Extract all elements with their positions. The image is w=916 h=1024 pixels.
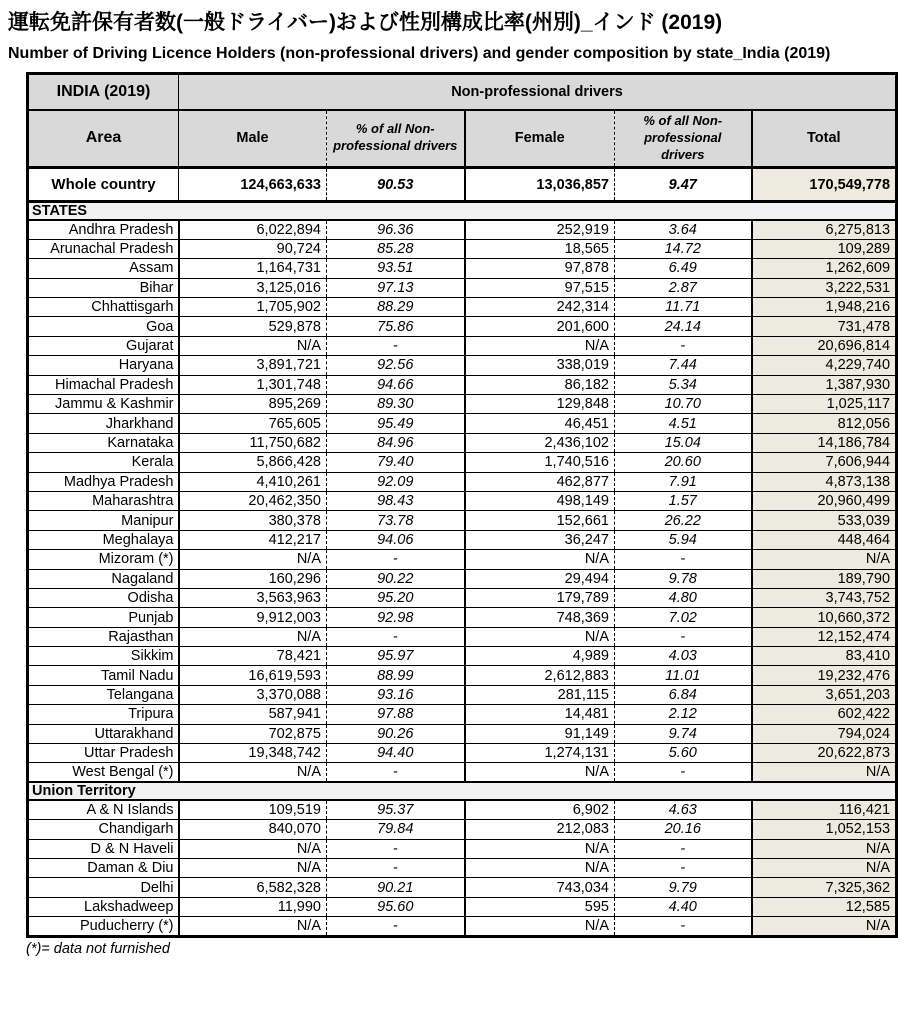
female-cell: 4,989 [465,647,615,666]
male-pct-cell: 95.49 [327,414,465,433]
male-cell: 11,990 [179,897,327,916]
table-row [28,298,897,317]
column-header-row [28,110,897,168]
total-cell: 533,039 [752,511,897,530]
table-body [28,202,897,937]
female-pct-cell: - [615,917,752,936]
female-cell: 595 [465,897,615,916]
area-cell: Lakshadweep [28,897,179,916]
female-pct-cell: 10.70 [615,395,752,414]
female-pct-cell: 7.91 [615,472,752,491]
female-pct-cell: 4.63 [615,800,752,819]
female-pct-cell: 4.40 [615,897,752,916]
male-cell: 412,217 [179,530,327,549]
table-row [28,744,897,763]
female-pct-cell: 2.12 [615,705,752,724]
table-row [28,511,897,530]
male-pct-cell: 73.78 [327,511,465,530]
male-cell: 3,125,016 [179,278,327,297]
male-pct-cell: 92.09 [327,472,465,491]
male-pct-cell: 90.22 [327,569,465,588]
male-cell: N/A [179,763,327,782]
section-header-row [28,782,897,800]
table-row [28,220,897,239]
female-cell: 201,600 [465,317,615,336]
female-pct-cell: 14.72 [615,239,752,258]
female-cell: 743,034 [465,878,615,897]
male-cell: N/A [179,859,327,878]
total-cell: 10,660,372 [752,608,897,627]
table-row [28,588,897,607]
area-cell: Mizoram (*) [28,550,179,569]
total-cell: 83,410 [752,647,897,666]
total-cell: 6,275,813 [752,220,897,239]
female-pct-cell: 7.02 [615,608,752,627]
male-cell: 6,022,894 [179,220,327,239]
table-row [28,472,897,491]
male-pct-cell: - [327,763,465,782]
female-cell: 46,451 [465,414,615,433]
table-row [28,839,897,858]
male-cell: 11,750,682 [179,433,327,452]
male-cell: 1,301,748 [179,375,327,394]
female-cell: 252,919 [465,220,615,239]
male-cell: 895,269 [179,395,327,414]
whole-country-total: 170,549,778 [752,168,897,202]
male-pct-cell: 85.28 [327,239,465,258]
area-cell: Meghalaya [28,530,179,549]
table-row [28,917,897,936]
table-row [28,878,897,897]
area-cell: Jammu & Kashmir [28,395,179,414]
female-pct-cell: - [615,763,752,782]
total-cell: 794,024 [752,724,897,743]
female-pct-cell: 11.71 [615,298,752,317]
total-cell: 1,262,609 [752,259,897,278]
area-cell: Tamil Nadu [28,666,179,685]
total-cell: 3,651,203 [752,685,897,704]
female-cell: 338,019 [465,356,615,375]
total-cell: 4,229,740 [752,356,897,375]
total-cell: 12,585 [752,897,897,916]
male-pct-cell: - [327,550,465,569]
table-row [28,820,897,839]
male-pct-cell: 89.30 [327,395,465,414]
area-cell: Sikkim [28,647,179,666]
col-header-total: Total [752,110,897,168]
female-cell: 281,115 [465,685,615,704]
female-pct-cell: 4.51 [615,414,752,433]
table-row [28,395,897,414]
male-cell: 840,070 [179,820,327,839]
male-pct-cell: 94.06 [327,530,465,549]
area-cell: Nagaland [28,569,179,588]
section-header-row [28,202,897,221]
male-pct-cell: 95.97 [327,647,465,666]
total-cell: 20,696,814 [752,336,897,355]
area-cell: Telangana [28,685,179,704]
area-cell: Tripura [28,705,179,724]
col-header-male: Male [179,110,327,168]
female-cell: 86,182 [465,375,615,394]
female-cell: 1,740,516 [465,453,615,472]
female-pct-cell: 5.60 [615,744,752,763]
female-pct-cell: - [615,336,752,355]
total-cell: 1,948,216 [752,298,897,317]
area-cell: Jharkhand [28,414,179,433]
area-cell: Uttar Pradesh [28,744,179,763]
female-pct-cell: - [615,859,752,878]
female-cell: 152,661 [465,511,615,530]
female-pct-cell: 9.78 [615,569,752,588]
male-cell: N/A [179,336,327,355]
male-cell: 3,891,721 [179,356,327,375]
table-row [28,666,897,685]
female-pct-cell: 20.16 [615,820,752,839]
total-cell: 109,289 [752,239,897,258]
female-pct-cell: 6.49 [615,259,752,278]
male-pct-cell: 97.13 [327,278,465,297]
female-pct-cell: 24.14 [615,317,752,336]
male-pct-cell: 97.88 [327,705,465,724]
female-pct-cell: 1.57 [615,491,752,510]
table-row [28,433,897,452]
female-pct-cell: 9.74 [615,724,752,743]
male-pct-cell: 93.51 [327,259,465,278]
male-pct-cell: 90.26 [327,724,465,743]
section-label: Union Territory [28,782,897,800]
area-cell: D & N Haveli [28,839,179,858]
total-cell: N/A [752,917,897,936]
female-cell: N/A [465,763,615,782]
female-pct-cell: 3.64 [615,220,752,239]
table-row [28,647,897,666]
male-cell: 3,370,088 [179,685,327,704]
table-top-header-row [28,74,897,110]
male-pct-cell: 95.20 [327,588,465,607]
female-cell: 212,083 [465,820,615,839]
total-cell: 1,025,117 [752,395,897,414]
area-cell: Haryana [28,356,179,375]
col-header-female: Female [465,110,615,168]
area-cell: Puducherry (*) [28,917,179,936]
table-row [28,259,897,278]
area-cell: Punjab [28,608,179,627]
male-cell: 6,582,328 [179,878,327,897]
table-row [28,897,897,916]
male-pct-cell: - [327,336,465,355]
table-row [28,763,897,782]
female-cell: N/A [465,550,615,569]
male-cell: 3,563,963 [179,588,327,607]
page-title-japanese: 運転免許保有者数(一般ドライバー)および性別構成比率(州別)_インド (2019) [8,11,723,34]
female-cell: 91,149 [465,724,615,743]
male-cell: 4,410,261 [179,472,327,491]
female-cell: 1,274,131 [465,744,615,763]
total-cell: 7,325,362 [752,878,897,897]
male-cell: 20,462,350 [179,491,327,510]
table-row [28,239,897,258]
total-cell: 7,606,944 [752,453,897,472]
male-pct-cell: - [327,917,465,936]
col-header-male-pct: % of all Non-professional drivers [327,110,465,168]
female-pct-cell: 15.04 [615,433,752,452]
female-pct-cell: 6.84 [615,685,752,704]
male-cell: 702,875 [179,724,327,743]
table-row [28,627,897,646]
area-cell: Himachal Pradesh [28,375,179,394]
female-pct-cell: 11.01 [615,666,752,685]
total-cell: 3,222,531 [752,278,897,297]
male-cell: N/A [179,917,327,936]
table-row [28,453,897,472]
male-pct-cell: 88.29 [327,298,465,317]
male-pct-cell: 75.86 [327,317,465,336]
col-header-female-pct: % of all Non-professional drivers [615,110,752,168]
area-cell: Chandigarh [28,820,179,839]
page-title-english: Number of Driving Licence Holders (non-professional drivers) and gender composition by state_India (2019) [8,45,831,62]
total-cell: 19,232,476 [752,666,897,685]
female-pct-cell: 5.34 [615,375,752,394]
female-pct-cell: - [615,550,752,569]
table-row [28,356,897,375]
table-row [28,705,897,724]
area-cell: Gujarat [28,336,179,355]
table-row [28,800,897,819]
male-cell: 90,724 [179,239,327,258]
female-cell: 129,848 [465,395,615,414]
male-cell: 1,164,731 [179,259,327,278]
area-cell: Bihar [28,278,179,297]
male-cell: 109,519 [179,800,327,819]
licence-holders-table [26,72,898,938]
female-pct-cell: 9.79 [615,878,752,897]
total-cell: 602,422 [752,705,897,724]
male-cell: 19,348,742 [179,744,327,763]
male-cell: 765,605 [179,414,327,433]
male-pct-cell: - [327,627,465,646]
area-cell: Kerala [28,453,179,472]
female-cell: N/A [465,839,615,858]
male-cell: 16,619,593 [179,666,327,685]
male-cell: 160,296 [179,569,327,588]
female-cell: 18,565 [465,239,615,258]
male-pct-cell: 98.43 [327,491,465,510]
female-cell: 2,436,102 [465,433,615,452]
area-cell: A & N Islands [28,800,179,819]
total-cell: 20,622,873 [752,744,897,763]
male-pct-cell: 96.36 [327,220,465,239]
male-cell: 5,866,428 [179,453,327,472]
female-cell: 748,369 [465,608,615,627]
female-pct-cell: 5.94 [615,530,752,549]
total-cell: 731,478 [752,317,897,336]
female-cell: 36,247 [465,530,615,549]
col-header-area: Area [28,110,179,168]
table-row [28,336,897,355]
total-cell: 116,421 [752,800,897,819]
female-cell: N/A [465,917,615,936]
male-pct-cell: 84.96 [327,433,465,452]
female-cell: 179,789 [465,588,615,607]
male-cell: 78,421 [179,647,327,666]
area-cell: Assam [28,259,179,278]
whole-country-female-pct: 9.47 [615,168,752,202]
female-cell: 29,494 [465,569,615,588]
female-pct-cell: 20.60 [615,453,752,472]
male-cell: 380,378 [179,511,327,530]
female-cell: 97,878 [465,259,615,278]
area-cell: Chhattisgarh [28,298,179,317]
female-pct-cell: 7.44 [615,356,752,375]
male-pct-cell: 92.98 [327,608,465,627]
female-cell: 14,481 [465,705,615,724]
male-pct-cell: 92.56 [327,356,465,375]
total-cell: 812,056 [752,414,897,433]
male-cell: 529,878 [179,317,327,336]
female-cell: N/A [465,627,615,646]
area-cell: West Bengal (*) [28,763,179,782]
male-pct-cell: 95.60 [327,897,465,916]
total-cell: 3,743,752 [752,588,897,607]
area-cell: Arunachal Pradesh [28,239,179,258]
female-pct-cell: 26.22 [615,511,752,530]
group-header: Non-professional drivers [179,74,897,110]
total-cell: N/A [752,763,897,782]
female-cell: 462,877 [465,472,615,491]
male-cell: N/A [179,627,327,646]
area-cell: Andhra Pradesh [28,220,179,239]
whole-country-label: Whole country [28,168,179,202]
whole-country-female: 13,036,857 [465,168,615,202]
area-cell: Maharashtra [28,491,179,510]
area-cell: Rajasthan [28,627,179,646]
section-label: STATES [28,202,897,221]
area-cell: Karnataka [28,433,179,452]
whole-country-male-pct: 90.53 [327,168,465,202]
male-cell: 9,912,003 [179,608,327,627]
total-cell: 12,152,474 [752,627,897,646]
table-row [28,859,897,878]
female-cell: N/A [465,336,615,355]
total-cell: N/A [752,550,897,569]
female-cell: 2,612,883 [465,666,615,685]
male-pct-cell: 94.40 [327,744,465,763]
male-pct-cell: 88.99 [327,666,465,685]
table-row [28,724,897,743]
area-cell: Delhi [28,878,179,897]
female-cell: 97,515 [465,278,615,297]
total-cell: 1,052,153 [752,820,897,839]
female-pct-cell: - [615,839,752,858]
table-row [28,491,897,510]
female-pct-cell: 4.03 [615,647,752,666]
female-cell: 6,902 [465,800,615,819]
whole-country-row [28,168,897,202]
table-row [28,550,897,569]
male-cell: N/A [179,550,327,569]
male-pct-cell: 79.84 [327,820,465,839]
table-row [28,569,897,588]
male-pct-cell: - [327,859,465,878]
total-cell: N/A [752,859,897,878]
table-row [28,278,897,297]
male-pct-cell: 90.21 [327,878,465,897]
table-row [28,414,897,433]
total-cell: 14,186,784 [752,433,897,452]
table-row [28,685,897,704]
area-cell: Daman & Diu [28,859,179,878]
whole-country-male: 124,663,633 [179,168,327,202]
corner-label: INDIA (2019) [28,74,179,110]
total-cell: 4,873,138 [752,472,897,491]
male-pct-cell: 95.37 [327,800,465,819]
table-row [28,530,897,549]
female-pct-cell: 4.80 [615,588,752,607]
area-cell: Madhya Pradesh [28,472,179,491]
male-pct-cell: 93.16 [327,685,465,704]
area-cell: Goa [28,317,179,336]
table-row [28,608,897,627]
footnote: (*)= data not furnished [26,940,170,957]
female-pct-cell: - [615,627,752,646]
female-cell: 498,149 [465,491,615,510]
female-pct-cell: 2.87 [615,278,752,297]
male-cell: 587,941 [179,705,327,724]
male-pct-cell: - [327,839,465,858]
female-cell: N/A [465,859,615,878]
total-cell: 189,790 [752,569,897,588]
male-cell: N/A [179,839,327,858]
area-cell: Manipur [28,511,179,530]
total-cell: 448,464 [752,530,897,549]
total-cell: 1,387,930 [752,375,897,394]
total-cell: 20,960,499 [752,491,897,510]
female-cell: 242,314 [465,298,615,317]
male-cell: 1,705,902 [179,298,327,317]
male-pct-cell: 79.40 [327,453,465,472]
total-cell: N/A [752,839,897,858]
table-row [28,317,897,336]
male-pct-cell: 94.66 [327,375,465,394]
table-row [28,375,897,394]
area-cell: Odisha [28,588,179,607]
area-cell: Uttarakhand [28,724,179,743]
